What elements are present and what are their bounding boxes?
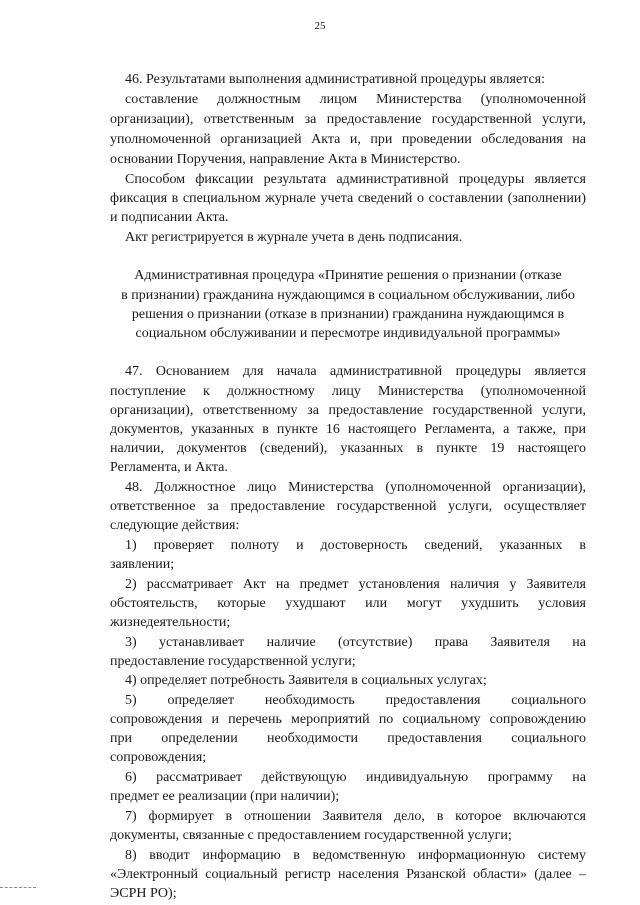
text-line: организации), ответственным за предоставление государственной услуги, — [110, 112, 586, 127]
text-line: документов, указанных в пункте 16 настоящего Регламента, а также, при — [110, 422, 586, 437]
section-heading-line: решения о признании (отказе в признании) гражданина нуждающимся в — [131, 307, 565, 322]
text-line: организации), ответственному за предоставление государственной услуги, — [110, 403, 586, 418]
text-line: основании Поручения, направление Акта в Министерство. — [110, 152, 461, 167]
list-item-line: 4) определяет потребность Заявителя в социальных услугах; — [125, 673, 487, 688]
list-item-line: 8) вводит информацию в ведомственную информационную систему — [125, 848, 586, 863]
text-line: Акт регистрируется в журнале учета в день подписания. — [125, 230, 463, 245]
text-line: следующие действия: — [110, 518, 240, 533]
list-item-line: при определении необходимости предоставления социального — [110, 731, 586, 746]
list-item-line: 2) рассматривает Акт на предмет установления наличия у Заявителя — [125, 577, 586, 592]
list-item-line: документы, связанные с предоставлением государственной услуги; — [110, 828, 512, 843]
text-line: Способом фиксации результата административной процедуры является — [125, 172, 586, 187]
list-item-line: «Электронный социальный регистр населения Рязанской области» (далее – — [110, 867, 586, 882]
text-line: Регламента, и Акта. — [110, 460, 228, 475]
section-heading-line: Административная процедура «Принятие решения о признании (отказе — [134, 268, 562, 283]
list-item-line: обстоятельств, которые ухудшают или могут ухудшить условия — [110, 596, 586, 611]
list-item-line: сопровождения и перечень мероприятий по социальному сопровождению — [110, 712, 586, 727]
list-item-line: ЭСРН РО); — [110, 886, 177, 901]
list-item-line: заявлении; — [110, 557, 175, 572]
text-line: 47. Основанием для начала административной процедуры является — [125, 364, 586, 379]
list-item-line: 7) формирует в отношении Заявителя дело, в которое включаются — [125, 809, 586, 824]
page-number: 25 — [314, 20, 326, 32]
section-heading-line: в признании) гражданина нуждающимся в социальном обслуживании, либо — [121, 288, 575, 303]
text-line: фиксация в специальном журнале учета сведений о составлении (заполнении) — [110, 191, 586, 206]
text-line: и подписании Акта. — [110, 210, 229, 225]
text-line: 46. Результатами выполнения административной процедуры является: — [125, 72, 545, 87]
list-item-line: предмет ее реализации (при наличии); — [110, 789, 340, 804]
text-line: ответственное за предоставление государственной услуги, осуществляет — [110, 499, 586, 514]
list-item-line: 3) устанавливает наличие (отсутствие) права Заявителя на — [125, 635, 586, 650]
text-line: составление должностным лицом Министерства (уполномоченной — [125, 92, 586, 107]
scan-edge-mark — [0, 887, 36, 888]
text-line: 48. Должностное лицо Министерства (уполномоченной организации), — [125, 480, 586, 495]
list-item-line: 1) проверяет полноту и достоверность сведений, указанных в — [125, 538, 586, 553]
text-line: наличии, документов (сведений), указанных в пункте 19 настоящего — [110, 441, 586, 456]
list-item-line: жизнедеятельности; — [110, 615, 231, 630]
list-item-line: 6) рассматривает действующую индивидуальную программу на — [125, 770, 586, 785]
list-item-line: сопровождения; — [110, 750, 207, 765]
text-line: уполномоченной организацией Акта и, при проведении обследования на — [110, 132, 586, 147]
list-item-line: предоставление государственной услуги; — [110, 654, 356, 669]
list-item-line: 5) определяет необходимость предоставления социального — [125, 693, 586, 708]
section-heading-line: социальном обслуживании и пересмотре индивидуальной программы» — [135, 326, 561, 341]
text-line: поступление к должностному лицу Министерства (уполномоченной — [110, 384, 586, 399]
